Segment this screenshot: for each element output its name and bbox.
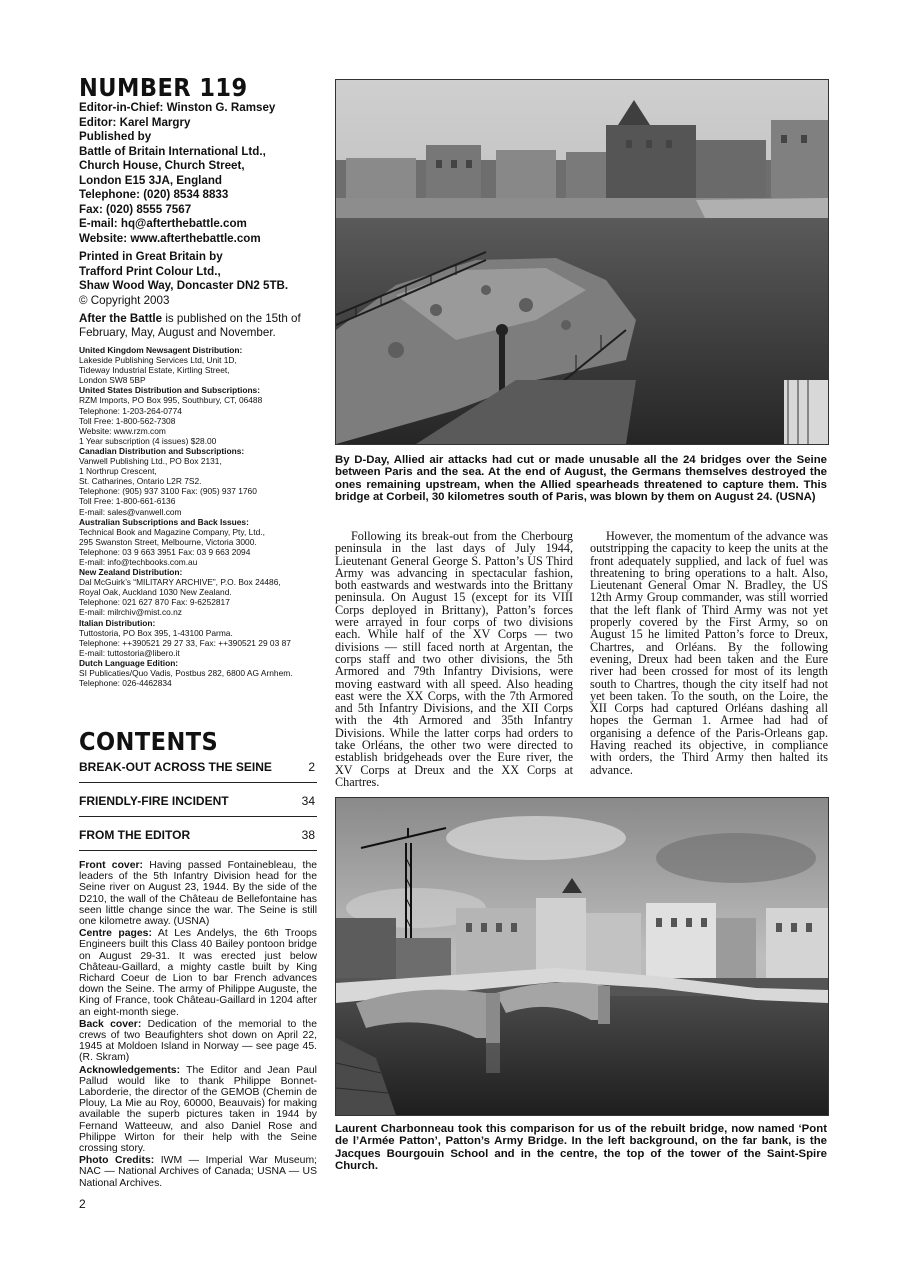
toc-item[interactable] (79, 792, 317, 817)
contents-heading: CONTENTS (79, 727, 219, 756)
article-column-1: Following its break-out from the Cherbourg peninsula in the last days of July 1944, Lieutenant General George S. Patton’s US Third Army was advancing in spectacular fashion, both eastwards and westwards into the Brittany peninsula. On August 15 (except for its VIII Corps deployed in Brittany), Patton’s forces were arrayed in four corps of two divisions each. While half of the XV Corps — two divisions — still faced north at Argentan, the corps staff and two other divisions, the 5th Armored and 79th Infantry Divisions, were moving eastward with all speed. Also heading east were the XX Corps, with the 7th Armored and 5th Infantry Divisions, and the XII Corps with the 4th Armored and 35th Infantry Divisions. While the latter corps had orders to take Orléans, the other two were directed to establish bridgeheads over the Eure river, the XV Corps at Dreux and the XX Corps at Chartres. (335, 529, 573, 789)
distribution-line: Tuttostoria, PO Box 395, 1-43100 Parma. (79, 627, 233, 638)
credit-back-cover: Back cover: Dedication of the memorial to the crews of two Beaufighters shot down on April 22, 1945 at Moldoen Island in Norway — see page 45. (R. Skram) (79, 1018, 317, 1064)
publication-schedule-text: is published on the 15th of February, May, August and November. (79, 312, 301, 339)
distribution-line: Royal Oak, Auckland 1030 New Zealand. (79, 587, 232, 598)
toc-item-page: 34 (301, 794, 315, 808)
credit-photo-credits: Photo Credits: IWM — Imperial War Museum; NAC — National Archives of Canada; USNA — US National Archives. (79, 1155, 317, 1189)
editor-in-chief: Editor-in-Chief: Winston G. Ramsey (79, 101, 276, 114)
contents-section (79, 728, 317, 1190)
issue-number: NUMBER 119 (79, 73, 248, 102)
telephone: Telephone: (020) 8534 8833 (79, 188, 229, 201)
distribution-heading: New Zealand Distribution: (79, 567, 183, 578)
copyright: © Copyright 2003 (79, 293, 170, 307)
masthead (79, 74, 317, 688)
credit-acknowledgements: Acknowledgements: The Editor and Jean Paul Pallud would like to thank Philippe Bonnet-Laborderie, the director of the GEMOB (Chemin de Plouy, La Mie au Roy, 60000, Beauvais) for making available the superb pictures taken in 1944 by Fernand Watteeuw, and also Daniel Rose and Philippe Wirton for their help with the Seine crossing story. (79, 1064, 317, 1155)
distribution-line: RZM Imports, PO Box 995, Southbury, CT, 06488 (79, 395, 263, 406)
toc-item-page: 38 (301, 828, 315, 842)
distribution-line: Toll Free: 1-800-661-6136 (79, 496, 176, 507)
distribution-line: Toll Free: 1-800-562-7308 (79, 415, 176, 426)
photo-rebuilt-bridge-image (336, 798, 828, 1115)
distribution-list (79, 345, 317, 688)
photo-destroyed-bridge-1944 (335, 79, 829, 445)
distribution-line: E-mail: sales@vanwell.com (79, 506, 182, 517)
photo-rebuilt-bridge (335, 797, 829, 1116)
publication-title: After the Battle (79, 312, 163, 325)
printer-line: Trafford Print Colour Ltd., (79, 264, 221, 278)
distribution-line: 1 Year subscription (4 issues) $28.00 (79, 435, 217, 446)
website-link[interactable]: Website: www.afterthebattle.com (79, 231, 261, 245)
published-by: Published by (79, 130, 152, 143)
distribution-line: 1 Northrup Crescent, (79, 466, 157, 477)
toc-item-title: BREAK-OUT ACROSS THE SEINE (79, 760, 272, 774)
printer-line: Printed in Great Britain by (79, 250, 223, 263)
toc-item-title: FROM THE EDITOR (79, 828, 191, 842)
distribution-line: Lakeside Publishing Services Ltd, Unit 1D, (79, 355, 237, 366)
toc-item-page: 2 (308, 760, 315, 774)
publisher-line: London E15 3JA, England (79, 173, 223, 187)
distribution-line: Telephone: (905) 937 3100 Fax: (905) 937 1760 (79, 486, 257, 497)
photo2-caption: Laurent Charbonneau took this comparison for us of the rebuilt bridge, now named ‘Pont de l’Armée Patton’, Patton’s Army Bridge. In the left background, on the far bank, is the Jacques Bourgouin School and in the centre, the top of the tower of the Saint-Spire Church. (335, 1123, 827, 1173)
page-number: 2 (79, 1197, 86, 1211)
toc-item[interactable] (79, 826, 317, 851)
toc-item[interactable] (79, 758, 317, 783)
distribution-heading: Australian Subscriptions and Back Issues: (79, 516, 249, 527)
publication-schedule (79, 312, 317, 339)
distribution-line: Telephone: 03 9 663 3951 Fax: 03 9 663 2094 (79, 546, 251, 557)
fax: Fax: (020) 8555 7567 (79, 202, 192, 216)
credits (79, 860, 317, 1189)
editor: Editor: Karel Margry (79, 115, 191, 129)
distribution-line: SI Publicaties/Quo Vadis, Postbus 282, 6800 AG Arnhem. (79, 668, 293, 678)
distribution-line: Telephone: 1-203-264-0774 (79, 405, 182, 416)
publisher-line: Battle of Britain International Ltd., (79, 144, 266, 158)
distribution-line: Telephone: ++390521 29 27 33, Fax: ++390521 29 03 87 (79, 637, 291, 648)
distribution-line: Website: www.rzm.com (79, 425, 166, 436)
printer-line: Shaw Wood Way, Doncaster DN2 5TB. (79, 279, 289, 292)
credit-centre-pages: Centre pages: At Les Andelys, the 6th Troops Engineers built this Class 40 Bailey pontoon bridge on August 29-31. It was erected just below Château-Gaillard, a mighty castle built by King Richard Coeur de Lion to bar French advances down the Seine. The army of Philippe Auguste, the King of France, took Château-Gaillard in 1204 after an eight-month siege. (79, 928, 317, 1018)
email-link[interactable]: E-mail: hq@afterthebattle.com (79, 217, 247, 230)
distribution-heading: United Kingdom Newsagent Distribution: (79, 345, 243, 355)
credit-front-cover: Front cover: Having passed Fontainebleau, the leaders of the 5th Infantry Division head for the Seine river on August 23, 1944. By the side of the D210, the wall of the Château de Bellefontaine has seen little change since the war. The Seine is still one kilometre away. (USNA) (79, 860, 317, 928)
distribution-line: Telephone: 021 627 870 Fax: 9-6252817 (79, 597, 230, 608)
distribution-line: Telephone: 026-4462834 (79, 678, 172, 689)
distribution-line: St. Catharines, Ontario L2R 7S2. (79, 476, 202, 487)
distribution-line: E-mail: milrchiv@mist.co.nz (79, 607, 182, 618)
photo1-caption: By D-Day, Allied air attacks had cut or made unusable all the 24 bridges over the Seine between Paris and the sea. At the end of August, the Germans themselves destroyed the ones remaining upstream, when the Allied spearheads threatened to capture them. This bridge at Corbeil, 30 kilometres south of Paris, was blown by them on August 24. (USNA) (335, 454, 827, 504)
distribution-heading: Canadian Distribution and Subscriptions: (79, 445, 245, 456)
distribution-line: 295 Swanston Street, Melbourne, Victoria 3000. (79, 536, 257, 547)
distribution-line: E-mail: info@techbooks.com.au (79, 556, 198, 567)
distribution-line: London SW8 5BP (79, 375, 146, 386)
toc-item-title: FRIENDLY-FIRE INCIDENT (79, 794, 229, 808)
distribution-line: Dal McGuirk’s “MILITARY ARCHIVE”, P.O. Box 24486, (79, 577, 281, 588)
article-column-2: However, the momentum of the advance was outstripping the capacity to keep the units at the front adequately supplied, and lack of fuel was threatening to bring operations to a halt. Also, Lieutenant General Omar N. Bradley, the US 12th Army Group commander, was still worried that the left flank of Third Army was not yet properly covered by the First Army, so on August 15 he limited Patton’s force to Dreux, Chartres, and Orléans. By the following evening, Dreux had been taken and the Eure river had been crossed for most of its length south to Chartres, though the city itself had not yet been taken. To the south, on the Loire, the XII Corps had captured Orléans dashing all hopes the German 1. Armee had had of organising a defence of the Paris-Orleans gap. Having reached its objective, in compliance with orders, the Third Army then halted its advance. (590, 529, 828, 777)
distribution-heading: United States Distribution and Subscriptions: (79, 385, 261, 396)
photo-destroyed-bridge-image (336, 80, 828, 444)
distribution-heading: Italian Distribution: (79, 617, 156, 628)
distribution-line: Vanwell Publishing Ltd., PO Box 2131, (79, 456, 222, 467)
distribution-heading: Dutch Language Edition: (79, 657, 179, 668)
publisher-line: Church House, Church Street, (79, 159, 245, 172)
distribution-line: E-mail: tuttostoria@libero.it (79, 647, 180, 658)
distribution-line: Tideway Industrial Estate, Kirtling Street, (79, 365, 230, 376)
distribution-line: Technical Book and Magazine Company, Pty, Ltd., (79, 526, 265, 537)
